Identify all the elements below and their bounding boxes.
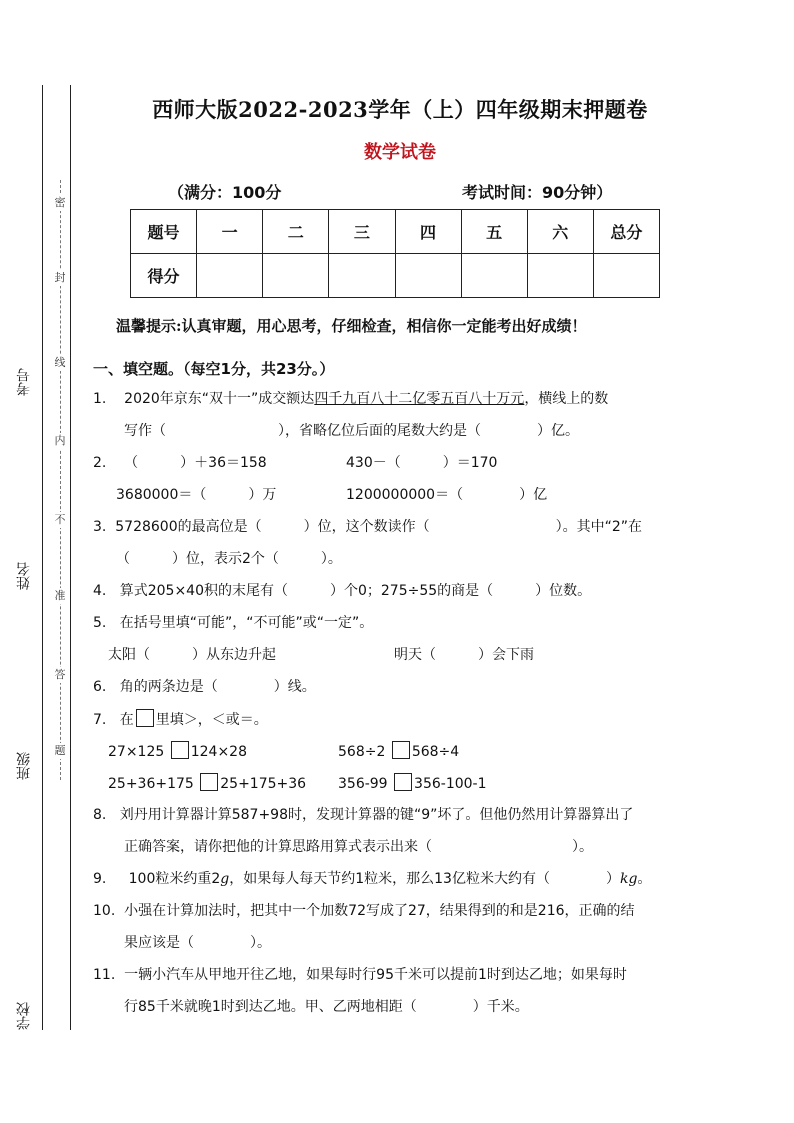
full-score: （满分：100分 — [168, 183, 282, 202]
question-7 — [93, 709, 268, 730]
question-text: 写作（ ），省略亿位后面的尾数大约是（ ）亿。 — [124, 423, 579, 439]
binding-line-inner — [70, 85, 71, 1030]
question-text: 刘丹用计算器计算587+98时，发现计算器的键“9”坏了。但他仍然用计算器算出了 — [119, 807, 634, 823]
score-cell[interactable] — [527, 254, 593, 298]
question-text: 太阳（ ）从东边升起 — [108, 647, 276, 663]
question-1-line-1 — [93, 389, 608, 409]
expression-right: 568÷4 — [411, 744, 460, 760]
exam-number-blank[interactable] — [42, 290, 43, 360]
compare-box[interactable] — [392, 741, 410, 759]
question-text: 在括号里填“可能”，“不可能”或“一定”。 — [119, 615, 374, 631]
score-header-cell: 五 — [461, 210, 527, 254]
question-text: ，横线上的数 — [524, 391, 609, 407]
equation: 1200000000＝（ ）亿 — [346, 487, 548, 503]
equation: 3680000＝（ ）万 — [116, 487, 277, 503]
expression-left: 27×125 — [108, 744, 165, 760]
question-text: 。 — [637, 871, 652, 887]
exam-title: 西师大版2022-2023学年（上）四年级期末押题卷 — [152, 97, 648, 122]
school-blank[interactable] — [42, 855, 43, 990]
question-text: 一辆小汽车从甲地开往乙地，如果每时行95千米可以提前1时到达乙地；如果每时 — [124, 967, 627, 983]
question-number: 11. — [93, 967, 116, 983]
score-cell[interactable] — [395, 254, 461, 298]
score-header-cell: 一 — [197, 210, 263, 254]
question-number: 6. — [93, 679, 107, 695]
question-text: 果应该是（ ）。 — [124, 935, 271, 951]
question-9 — [93, 869, 651, 889]
question-1-line-2 — [124, 421, 579, 441]
seal-char: 准 — [52, 588, 68, 604]
score-table-score-row — [131, 254, 660, 298]
comparison-item — [108, 741, 247, 762]
score-row-label: 得分 — [131, 254, 197, 298]
score-table-header-row — [131, 210, 660, 254]
unit-gram: g — [220, 871, 230, 887]
score-header-cell: 六 — [527, 210, 593, 254]
compare-box[interactable] — [200, 773, 218, 791]
question-text: 在 — [119, 712, 134, 728]
margin-label-class: 班级 — [16, 752, 32, 780]
score-header-cell: 题号 — [131, 210, 197, 254]
question-number: 9. — [93, 871, 107, 887]
score-cell[interactable] — [461, 254, 527, 298]
score-header-cell: 总分 — [593, 210, 659, 254]
score-header-cell: 二 — [263, 210, 329, 254]
score-header-cell: 四 — [395, 210, 461, 254]
seal-char: 不 — [52, 512, 68, 528]
score-cell[interactable] — [197, 254, 263, 298]
score-cell[interactable] — [263, 254, 329, 298]
class-blank[interactable] — [42, 615, 43, 740]
question-5 — [93, 613, 373, 633]
question-text: （ ）位，表示2个（ ）。 — [116, 551, 342, 567]
question-text: 2020年京东“双十一”成交额达 — [124, 391, 315, 407]
question-text: 角的两条边是（ ）线。 — [119, 679, 316, 695]
question-number: 3. — [93, 519, 107, 535]
seal-char: 封 — [52, 270, 68, 286]
score-header-cell: 三 — [329, 210, 395, 254]
seal-char: 线 — [52, 355, 68, 371]
question-number: 1. — [93, 391, 107, 407]
expression-left: 25+36+175 — [108, 776, 194, 792]
section-title: 一、填空题。（每空1分，共23分。） — [93, 360, 335, 378]
equation: 430－（ ）＝170 — [346, 455, 498, 471]
expression-left: 356-99 — [338, 776, 388, 792]
margin-label-school: 学校 — [16, 1002, 32, 1030]
question-text: 100粒米约重2 — [128, 871, 221, 887]
question-text: 小强在计算加法时，把其中一个加数72写成了27，结果得到的和是216，正确的结 — [124, 903, 635, 919]
seal-char: 题 — [52, 743, 68, 759]
margin-label-name: 姓名 — [16, 562, 32, 590]
question-text: 明天（ ）会下雨 — [394, 647, 534, 663]
friendly-tip: 温馨提示:认真审题，用心思考，仔细检查，相信你一定能考出好成绩！ — [116, 317, 587, 335]
expression-right: 25+175+36 — [220, 776, 307, 792]
question-4 — [93, 581, 591, 601]
score-table — [130, 209, 660, 298]
exam-time: 考试时间：90分钟） — [462, 183, 613, 202]
question-number: 5. — [93, 615, 107, 631]
question-number: 2. — [93, 455, 107, 471]
underlined-number-text: 四千九百八十二亿零五百八十万元 — [314, 391, 525, 407]
question-text: 行85千米就晚1时到达乙地。甲、乙两地相距（ ）千米。 — [124, 999, 529, 1015]
score-cell[interactable] — [329, 254, 395, 298]
compare-box[interactable] — [171, 741, 189, 759]
exam-subtitle: 数学试卷 — [364, 142, 436, 163]
question-text: ，如果每人每天节约1粒米，那么13亿粒米大约有（ ） — [229, 871, 620, 887]
compare-box[interactable] — [394, 773, 412, 791]
question-text: 正确答案，请你把他的计算思路用算式表示出来（ ）。 — [124, 839, 593, 855]
comparison-item — [108, 773, 306, 794]
question-11-line-1 — [93, 965, 627, 985]
comparison-item — [338, 741, 459, 762]
seal-char: 内 — [52, 433, 68, 449]
margin-label-exam-number: 考号 — [16, 368, 32, 396]
comparison-item — [338, 773, 487, 794]
name-blank[interactable] — [42, 430, 43, 550]
question-6 — [93, 677, 316, 697]
question-2-line-1 — [93, 453, 267, 473]
expression-right: 356-100-1 — [414, 776, 487, 792]
equation: （ ）＋36＝158 — [124, 455, 267, 471]
question-number: 8. — [93, 807, 107, 823]
unit-kilogram: kg — [619, 871, 638, 887]
seal-char: 密 — [52, 195, 68, 211]
question-number: 10. — [93, 903, 116, 919]
question-number: 4. — [93, 583, 107, 599]
question-text: 5728600的最高位是（ ）位，这个数读作（ ）。其中“2”在 — [115, 519, 643, 535]
score-cell[interactable] — [593, 254, 659, 298]
question-text: 里填＞，＜或＝。 — [155, 712, 268, 728]
compare-box-icon — [136, 709, 154, 727]
question-3-line-1 — [93, 517, 642, 537]
expression-right: 124×28 — [190, 744, 248, 760]
question-8-line-1 — [93, 805, 633, 825]
question-number: 7. — [93, 712, 107, 728]
question-text: 算式205×40积的末尾有（ ）个0；275÷55的商是（ ）位数。 — [119, 583, 592, 599]
question-10-line-1 — [93, 901, 635, 921]
expression-left: 568÷2 — [338, 744, 386, 760]
seal-char: 答 — [52, 667, 68, 683]
